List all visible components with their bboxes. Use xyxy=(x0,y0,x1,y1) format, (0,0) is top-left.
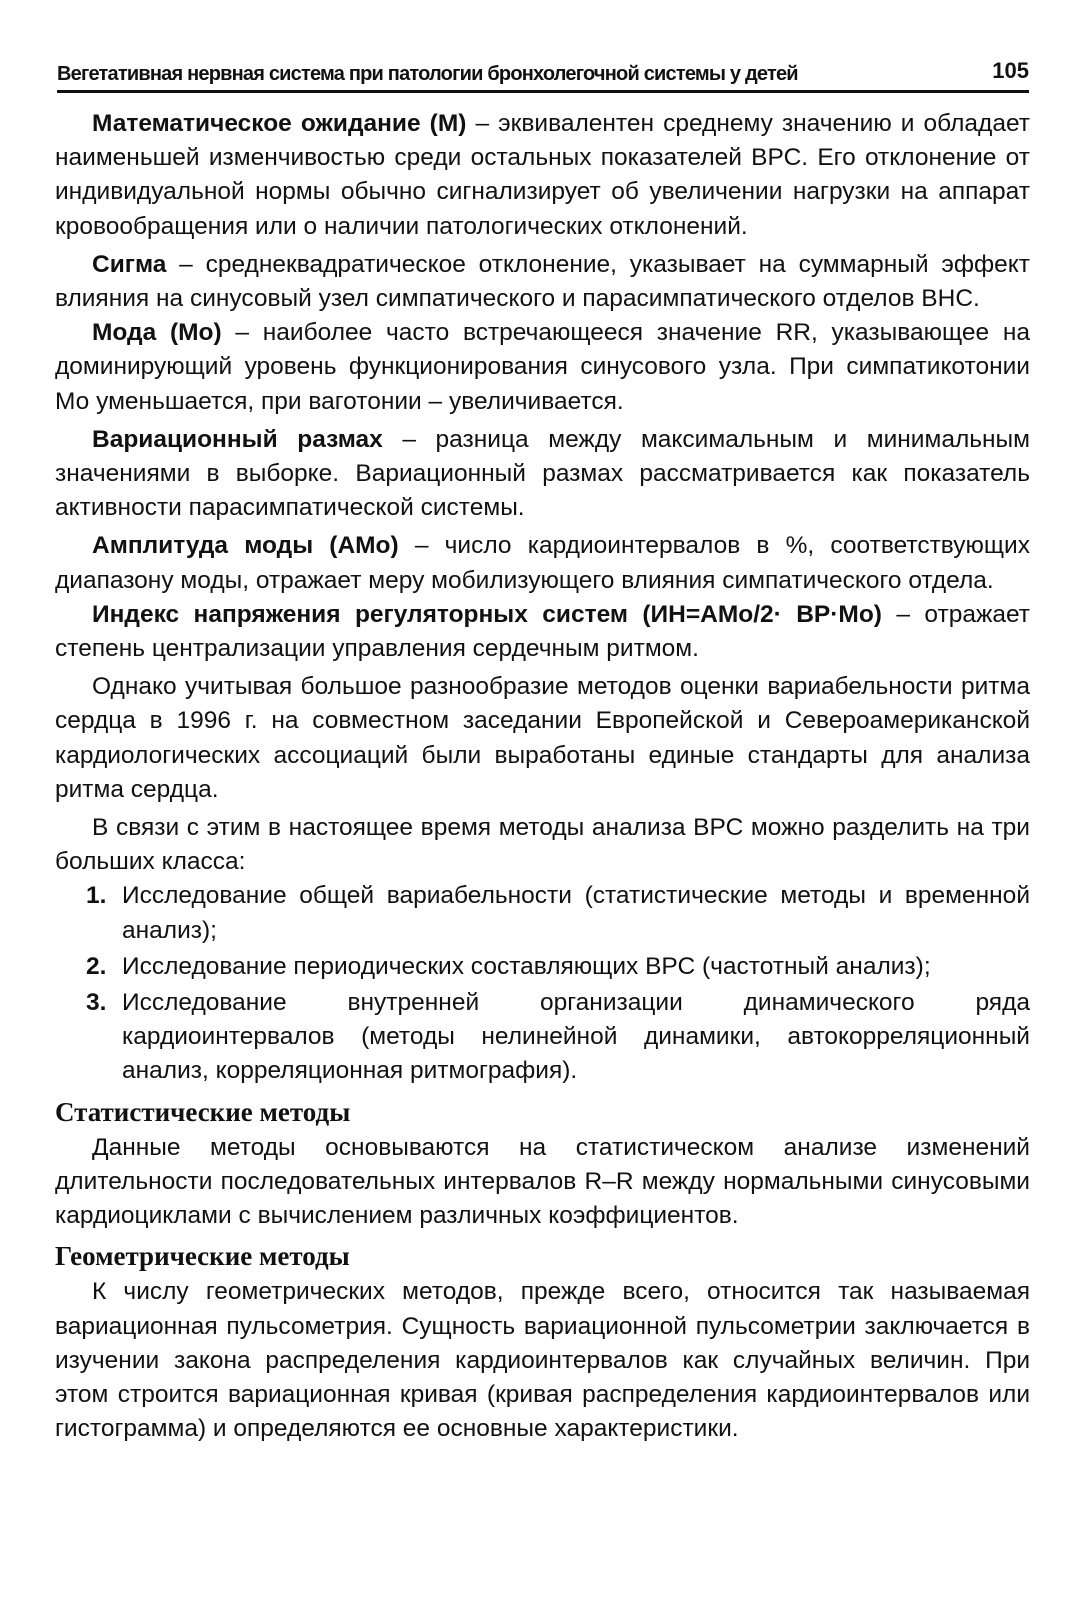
paragraph-classes-intro: В связи с этим в настоящее время методы анализа ВРС можно разделить на три больших класса: xyxy=(55,814,1030,876)
term: Математическое ожидание (М) xyxy=(92,110,467,137)
paragraph-mathematical-expectation: Математическое ожидание (М) – эквивалентен среднему значению и обладает наименьшей изменчивостью среди остальных показателей ВРС. Его отклонение от индивидуальной нормы обычно сигнализирует об увеличении нагрузки на аппарат кровообращения или о наличии патологических отклонений. xyxy=(55,110,1030,240)
list-number: 2. xyxy=(86,952,107,980)
list-number: 3. xyxy=(86,989,107,1017)
term: Амплитуда моды (АМо) xyxy=(92,532,399,560)
list-item: 1. Исследование общей вариабельности (статистические методы и временной анализ); xyxy=(122,879,1030,947)
term: Сигма xyxy=(92,250,167,278)
term: Вариационный размах xyxy=(92,425,383,453)
list-item: 2. Исследование периодических составляющих ВРС (частотный анализ); xyxy=(122,950,1030,984)
list-number: 1. xyxy=(86,882,107,910)
paragraph-variation-range: Вариационный размах – разница между максимальным и минимальным значениями в выборке. Вариационный размах рассматривается как показатель активности парасимпатической системы. xyxy=(55,425,1030,522)
methods-list xyxy=(55,879,1030,1088)
paragraph-mode-amplitude: Амплитуда моды (АМо) – число кардиоинтервалов в %, соответствующих диапазону моды, отражает меру мобилизующего влияния симпатического отдела. xyxy=(55,532,1030,594)
page-header xyxy=(57,50,1029,93)
running-title: Вегетативная нервная система при патологии бронхолегочной системы у детей xyxy=(57,63,798,85)
paragraph-standards: Однако учитывая большое разнообразие методов оценки вариабельности ритма сердца в 1996 г. на совместном заседании Европейской и Североамериканской кардиологических ассоциаций были выработаны единые стандарты для анализа ритма сердца. xyxy=(55,673,1030,803)
page-number: 105 xyxy=(992,58,1029,83)
paragraph-sigma: Сигма – среднеквадратическое отклонение, указывает на суммарный эффект влияния на синусовый узел симпатического и парасимпатического отделов ВНС. xyxy=(55,250,1030,313)
term: Индекс напряжения регуляторных систем (ИН=АМо/2· ВР·Мо) xyxy=(92,600,882,628)
section-paragraph: Данные методы основываются на статистическом анализе изменений длительности последовательных интервалов R–R между нормальными синусовыми кардиоциклами с вычислением различных коэффициентов. xyxy=(55,1133,1030,1230)
section-heading: Геометрические методы xyxy=(55,1241,350,1272)
term: Мода (Мо) xyxy=(92,319,222,347)
list-item: 3. Исследование внутренней организации динамического ряда кардиоинтервалов (методы нелинейной динамики, автокорреляционный анализ, корреляционная ритмография). xyxy=(122,986,1030,1089)
paragraph-stress-index: Индекс напряжения регуляторных систем (ИН=АМо/2· ВР·Мо) – отражает степень централизации управления сердечным ритмом. xyxy=(55,600,1030,663)
section-paragraph: К числу геометрических методов, прежде всего, относится так называемая вариационная пульсометрия. Сущность вариационной пульсометрии заключается в изучении закона распределения кардиоинтервалов как случайных величин. При этом строится вариационная кривая (кривая распределения кардиоинтервалов или гистограмма) и определяются ее основные характеристики. xyxy=(55,1278,1030,1443)
paragraph-mode: Мода (Мо) – наиболее часто встречающееся значение RR, указывающее на доминирующий уровень функционирования синусового узла. При симпатикотонии Мо уменьшается, при ваготонии – увеличивается. xyxy=(55,319,1031,415)
section-heading: Статистические методы xyxy=(55,1096,351,1127)
page-content xyxy=(55,107,1030,1446)
